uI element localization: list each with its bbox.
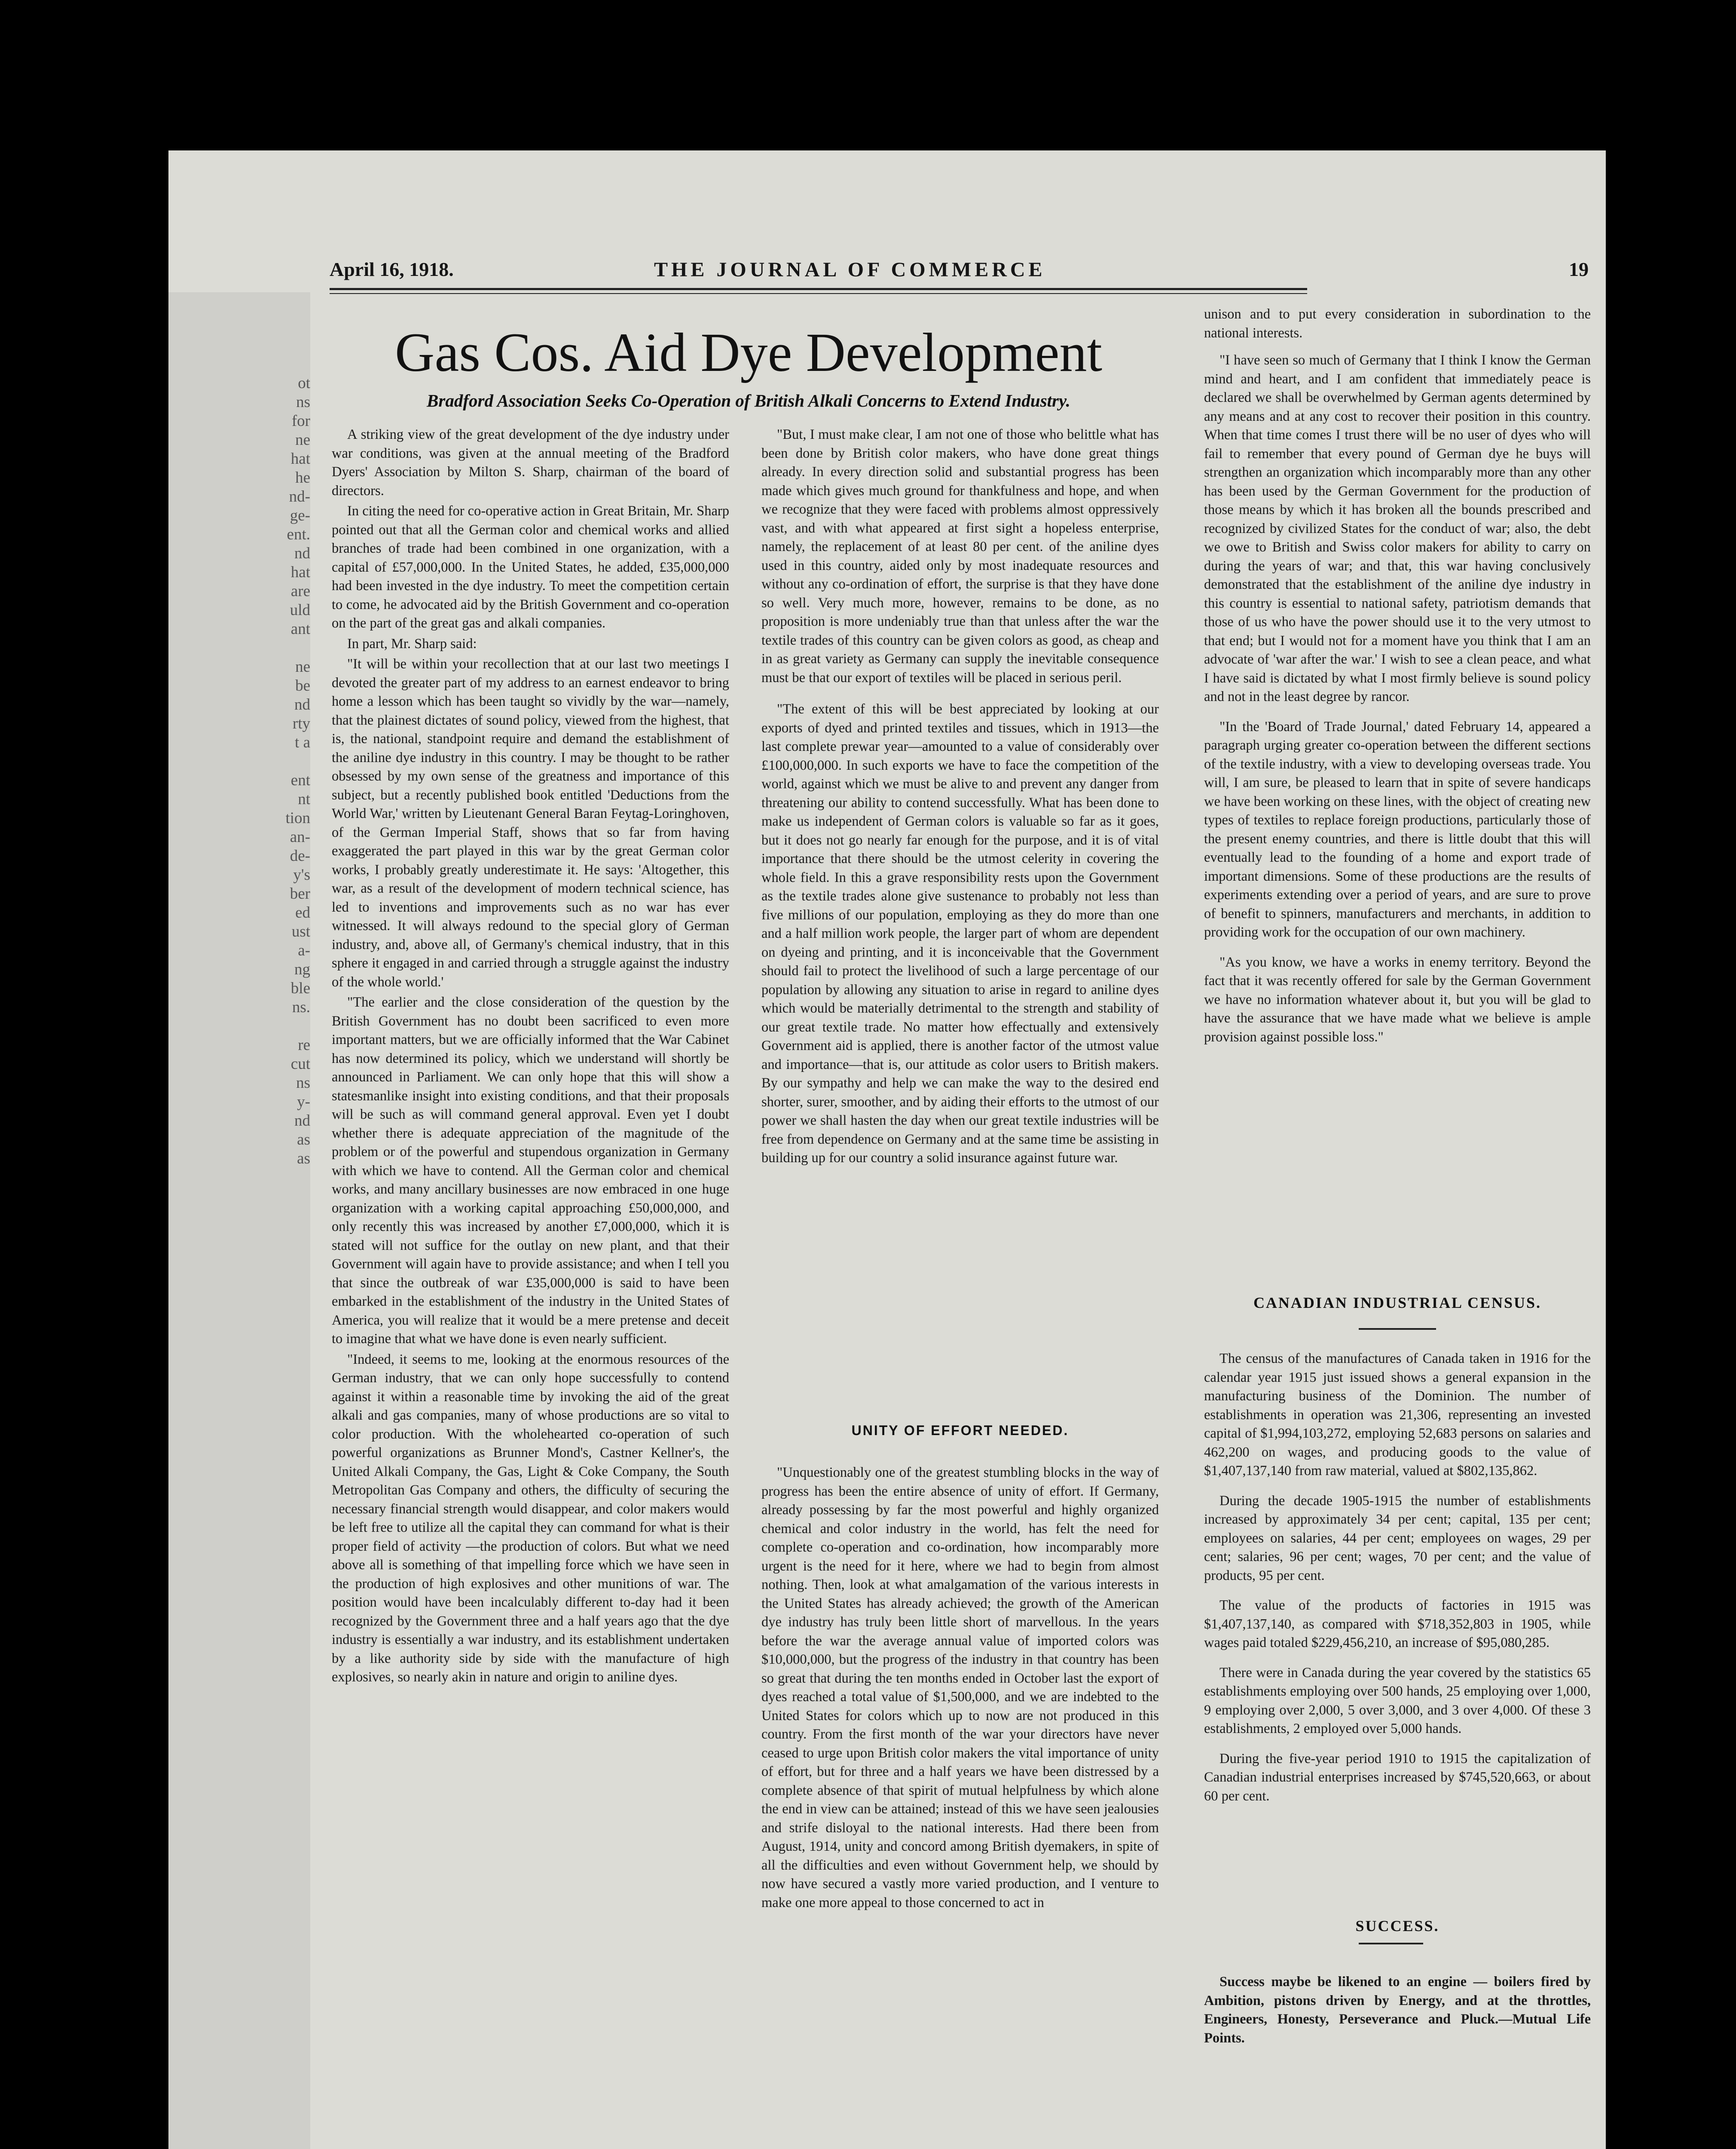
paragraph: "In the 'Board of Trade Journal,' dated February 14, appeared a paragraph urging greater co-operation between the different sections of the textile industry, with a view to developing overseas trade. You will, I am sure, be pleased to learn that in spite of severe handicaps we have been working on these lines, with the object of creating new types of textiles to replace foreign productions, particularly those of the present enemy countries, and there is little doubt that this will eventually lead to the founding of a home and export trade of important dimensions. Some of these productions are the results of experiments extending over a period of years, and are sure to prove of benefit to spinners, manufacturers and merchants, in addition to providing work for the occupation of our own machinery.: [1204, 719, 1591, 940]
success-rule: [1359, 1943, 1423, 1944]
paragraph: "Indeed, it seems to me, looking at the enormous resources of the German industry, that we can only hope successfully to contend against it within a reasonable time by invoking the aid of the great alkali and gas companies, many of whose productions are so vital to color production. With the wholehearted co-operation of such powerful organizations as Brunner Mond's, Castner Kellner's, the United Alkali Company, the Gas, Light & Coke Company, the South Metropolitan Gas Company and others, the difficulty of securing the necessary financial strength would disappear, and color makers would be left free to utilize all the capital they can command for what is their proper field of activity —the production of colors. But what we need above all is something of that impelling force which we have seen in the production of high explosives and other munitions of war. The position would have been incalculably different to-day had it been recognized by the Government three and a half years ago that the dye industry is essentially a war industry, and its establishment undertaken by a like authority side by side with the manufacture of high explosives, so nearly akin in nature and origin to aniline dyes.: [332, 1351, 729, 1685]
article-headline: Gas Cos. Aid Dye Development: [395, 322, 1102, 383]
article-subheadline: Bradford Association Seeks Co-Operation of British Alkali Concerns to Extend Industry.: [427, 391, 1070, 410]
census-rule: [1359, 1328, 1436, 1330]
issue-date: April 16, 1918.: [330, 258, 454, 280]
paragraph: Success maybe be likened to an engine — boilers fired by Ambition, pistons driven by Energy, and at the throttles, Engineers, Honesty, Perseverance and Pluck.—Mutual Life Points.: [1204, 1974, 1591, 2046]
paragraph: A striking view of the great development of the dye industry under war conditions, was given at the annual meeting of the Bradford Dyers' Association by Milton S. Sharp, chairman of the board of directors.: [332, 427, 729, 499]
section-heading-census: CANADIAN INDUSTRIAL CENSUS.: [1253, 1294, 1542, 1311]
adjacent-page-fragment: [168, 292, 310, 2149]
success-column: [1204, 1973, 1591, 2048]
article-column-2b: [761, 1463, 1159, 1912]
paragraph: There were in Canada during the year covered by the statistics 65 establishments employing over 500 hands, 25 employing over 1,000, 9 employing over 2,000, 5 over 3,000, and 3 over 4,000. Of these 3 establishments, 2 employed over 5,000 hands.: [1204, 1665, 1591, 1736]
paragraph: "It will be within your recollection that at our last two meetings I devoted the greater part of my address to an earnest endeavor to bring home a lesson which has been taught so vividly by the war—namely, that the plainest dictates of sound policy, viewed from the highest, that is, the national, standpoint require and demand the establishment of the aniline dye industry in this country. I may be thought to be rather obsessed by my own sense of the greatness and importance of this subject, but a recently published book entitled 'Deductions from the World War,' written by Lieutenant General Baran Feytag-Loringhoven, of the German Imperial Staff, shows that so far from having exaggerated the part played in this war by the great German color works, I probably greatly underestimate it. He says: 'Altogether, this war, as a result of the development of modern technical science, has led to inventions and improvements such as no war has ever witnessed. It will always redound to the special glory of German industry, and, above all, of Germany's chemical industry, that in this sphere it engaged in and carried through a struggle against the industry of the whole world.': [332, 656, 729, 990]
main-article: [310, 150, 1606, 2149]
paragraph: "The extent of this will be best appreciated by looking at our exports of dyed and printed textiles and tissues, which in 1913—the last complete prewar year—amounted to a value of considerably over £100,000,000. In such exports we have to face the competition of the world, against which we must be alive to and prevent any danger from threatening our ability to contend successfully. What has been done to make us independent of German colors is valuable so far as it goes, but it does not go nearly far enough for the purpose, and it is of vital importance that there should be the utmost celerity in covering the whole field. In this a grave responsibility rests upon the Government as the textile trades alone give sustenance to probably not less than five millions of our population, employing as they do more than one and a half million work people, the larger part of whom are dependent on dyeing and printing, and it is inconceivable that the Government should fail to protect the livelihood of such a large percentage of our population by allowing any situation to arise in regard to aniline dyes which would be materially detrimental to the strength and stability of our great textile trade. No matter how effectually and extensively Government aid is applied, there is another factor of the utmost value and importance—that is, our attitude as color users to British makers. By our sympathy and help we can make the way to the desired end shorter, surer, smoother, and by aiding their efforts to the utmost of our power we shall hasten the day when our great textile industries will be free from dependence on Germany and at the same time be assisting in building up for our country a solid insurance against future war.: [761, 701, 1159, 1166]
paragraph: During the decade 1905-1915 the number of establishments increased by approximately 34 per cent; capital, 135 per cent; employees on salaries, 44 per cent; employees on wages, 29 per cent; salaries, 96 per cent; wages, 70 per cent; and the value of products, 95 per cent.: [1204, 1493, 1591, 1583]
paragraph: "Unquestionably one of the greatest stumbling blocks in the way of progress has been the entire absence of unity of effort. If Germany, already possessing by far the most powerful and highly organized chemical and color industry in the world, has felt the need for complete co-operation and co-ordination, how incomparably more urgent is the need for it here, where we had to begin from almost nothing. Then, look at what amalgamation of the various interests in the United States has already achieved; the growth of the American dye industry has truly been little short of marvellous. In the years before the war the average annual value of imported colors was $10,000,000, but the progress of the industry in that country has been so great that during the ten months ended in October last the export of dyes reached a total value of $1,500,000, and we are indebted to the United States for colors which up to now are not produced in this country. From the first month of the war your directors have never ceased to urge upon British color makers the vital importance of unity of effort, but for three and a half years we have been distressed by a complete absence of that spirit of mutual helpfulness by which alone the end in view can be attained; instead of this we have seen jealousies and strife disloyal to the national interests. Had there been from August, 1914, unity and concord among British dyemakers, in spite of all the difficulties and even without Government help, we should by now have secured a vastly more varied production, and I venture to make one more appeal to those concerned to act in: [761, 1465, 1159, 1910]
paragraph: unison and to put every consideration in subordination to the national interests.: [1204, 306, 1591, 341]
paragraph: In part, Mr. Sharp said:: [347, 636, 477, 652]
page-number: 19: [1569, 258, 1589, 280]
publication-title: THE JOURNAL OF COMMERCE: [654, 258, 1046, 281]
paragraph: The census of the manufactures of Canada taken in 1916 for the calendar year 1915 just issued shows a general expansion in the manufacturing business of the Dominion. The number of establishments in operation was 21,306, representing an invested capital of $1,994,103,272, employing 52,683 persons on salaries and 462,200 on wages, and producing goods to the value of $1,407,137,140 from raw material, valued at $802,135,862.: [1204, 1351, 1591, 1479]
census-column: [1204, 1350, 1591, 1806]
section-heading-unity: UNITY OF EFFORT NEEDED.: [851, 1423, 1069, 1438]
article-column-2: [761, 426, 1159, 1168]
paragraph: "The earlier and the close consideration of the question by the British Government has no doubt been sacrificed to even more important matters, but we are officially informed that the War Cabinet has now determined its policy, which we understand will shortly be announced in Parliament. We can only hope that this will show a statesmanlike insight into existing conditions, and that their proposals will be such as will command general approval. Even yet I doubt whether there is adequate appreciation of the magnitude of the problem or of the powerful and stupendous organization in Germany with which we have to contend. All the German color and chemical works, and many ancillary businesses are now embraced in one huge organization with a working capital approaching £50,000,000, and only recently this was increased by another £7,000,000, which it is stated will not suffice for the outlay on new plant, and that their Government will again have to provide assistance; and when I tell you that since the outbreak of war £35,000,000 is said to have been embarked in the establishment of the industry in the United States of America, you will realize that it would be a mere pretense and deceit to imagine that what we have done is even nearly sufficient.: [332, 995, 729, 1347]
section-heading-success: SUCCESS.: [1355, 1917, 1440, 1935]
paragraph: "As you know, we have a works in enemy territory. Beyond the fact that it was recently offered for sale by the German Government we have no information whatever about it, but you will be glad to have the assurance that we have made what we believe is ample provision against possible loss.": [1204, 954, 1591, 1045]
paragraph: During the five-year period 1910 to 1915 the capitalization of Canadian industrial enterprises increased by $745,520,663, or about 60 per cent.: [1204, 1751, 1591, 1804]
paragraph: "I have seen so much of Germany that I think I know the German mind and heart, and I am confident that immediately peace is declared we shall be overwhelmed by German agents determined by any means and at any cost to recover their position in this country. When that time comes I trust there will be no user of dyes who will fail to remember that every pound of German dye he buys will strengthen an organization which incomparably more than any other has been used by the German Government for the production of those means by which it has broken all the bounds prescribed and recognized by civilized States for the conduct of war; also, the debt we owe to British and Swiss color makers for ability to carry on during the years of war; and that, this war having conclusively demonstrated that the establishment of the aniline dye industry in this country is essential to national safety, patriotism demands that those of us who have the power should use it to the very utmost to that end; but I would not for a moment have you think that I am an advocate of 'war after the war.' I wish to see a clean peace, and what I have said is dictated by what I most firmly believe is sound policy and not in the least degree by rancor.: [1204, 352, 1591, 704]
article-column-3: [1204, 305, 1591, 1047]
article-column-1: [332, 426, 729, 1687]
adjacent-page-text: ot ns for ne hat he nd- ge- ent. nd hat are uld ant ne be nd rty t a ent nt tion an- de- y's ber ed ust a- ng ble ns. re cut ns y- nd as as: [285, 374, 310, 1167]
paragraph: In citing the need for co-operative action in Great Britain, Mr. Sharp pointed out that all the German color and chemical works and allied branches of trade had been combined in one organization, with a capital of £57,000,000. In the United States, he added, £35,000,000 had been invested in the dye industry. To meet the competition certain to come, he advocated aid by the British Government and co-operation on the part of the great gas and alkali companies.: [332, 503, 729, 631]
paragraph: "But, I must make clear, I am not one of those who belittle what has been done by British color makers, who have done great things already. In every direction solid and substantial progress has been made which gives much ground for thankfulness and hope, and when we recognize that they were faced with problems almost oppressively vast, and with what appeared at first sight a hopeless enterprise, namely, the replacement of at least 80 per cent. of the aniline dyes used in this country, aided only by most inadequate resources and without any co-ordination of effort, the surprise is that they have done so well. Very much more, however, remains to be done, as no proposition is more undeniably true than that unless after the war the textile trades of this country can be given colors as good, as cheap and in as great variety as Germany can supply the inevitable consequence must be that our export of textiles will be placed in serious peril.: [761, 427, 1159, 686]
paragraph: The value of the products of factories in 1915 was $1,407,137,140, as compared with $718,352,803 in 1905, while wages paid totaled $229,456,210, an increase of $95,080,285.: [1204, 1598, 1591, 1650]
newspaper-page: [168, 150, 1606, 2149]
